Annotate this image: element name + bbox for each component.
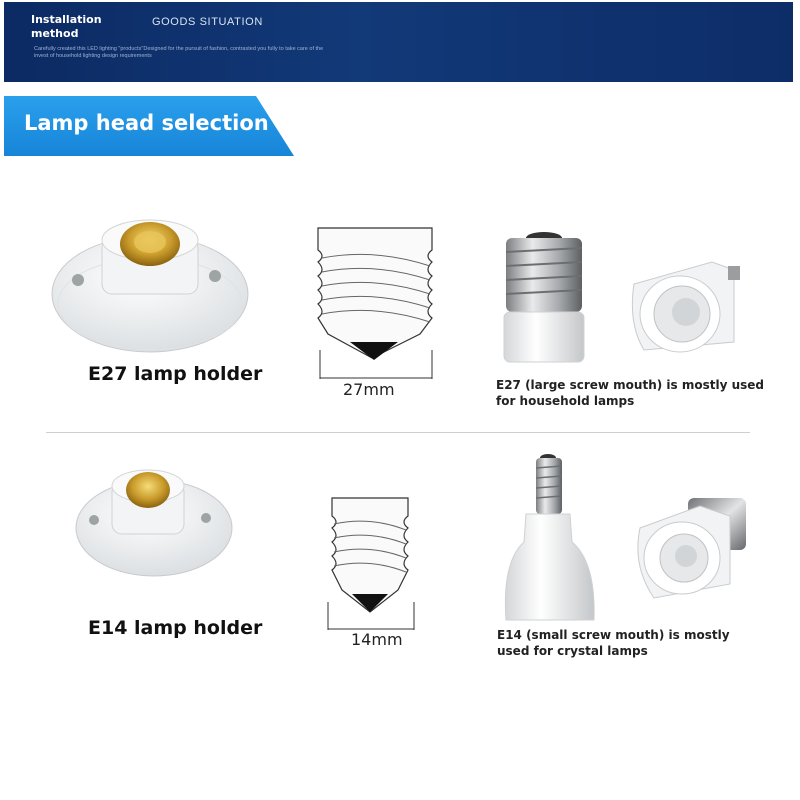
- section-title: Lamp head selection: [24, 111, 269, 135]
- e14-adapter-image: [500, 452, 600, 624]
- e14-holder-label: E14 lamp holder: [88, 617, 263, 639]
- header-fine-print: Carefully created this LED lighting "products"Designed for the pursuit of fashion, contrasted you fully to take care of the invest of household lighting design requirements: [34, 46, 324, 59]
- section-banner: [4, 96, 294, 156]
- e27-adapter-image: [500, 226, 590, 366]
- e14-thread-diagram: [320, 494, 420, 634]
- e27-socket-image: [624, 254, 744, 358]
- e27-thread-diagram: [312, 224, 442, 382]
- e14-socket-image: [630, 494, 750, 602]
- goods-situation-label: GOODS SITUATION: [152, 16, 263, 28]
- e14-lamp-holder-image: [74, 462, 234, 578]
- e27-dimension-label: 27mm: [343, 380, 395, 399]
- installation-method-label: Installation method: [31, 13, 102, 40]
- top-header-bar: [4, 2, 793, 82]
- e27-description: E27 (large screw mouth) is mostly used for household lamps: [496, 378, 764, 408]
- e14-description: E14 (small screw mouth) is mostly used for crystal lamps: [497, 628, 730, 658]
- e14-dimension-label: 14mm: [351, 630, 403, 649]
- row-divider: [46, 432, 750, 433]
- e27-holder-label: E27 lamp holder: [88, 363, 263, 385]
- e27-lamp-holder-image: [50, 212, 250, 357]
